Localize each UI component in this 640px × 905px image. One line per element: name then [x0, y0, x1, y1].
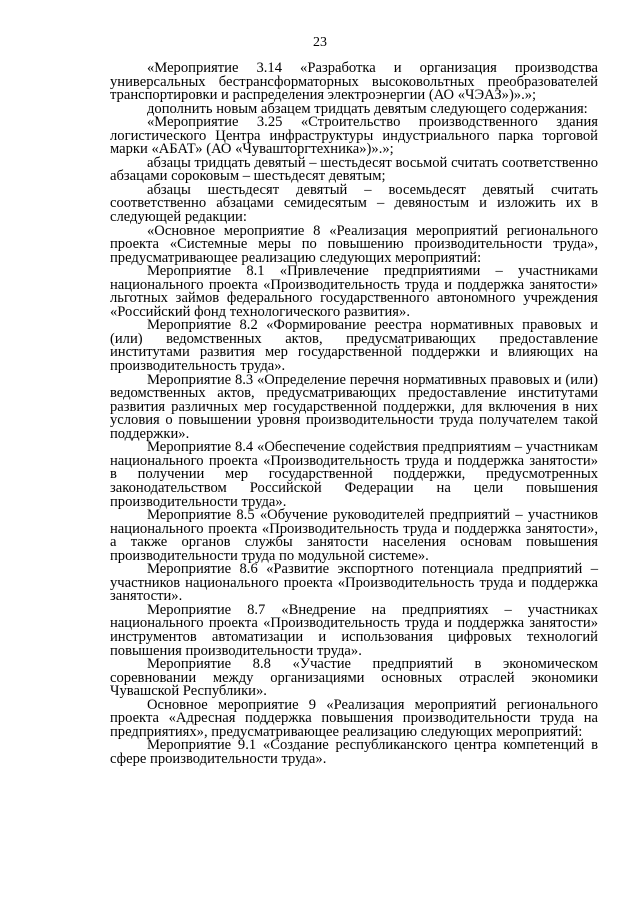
paragraph: Мероприятие 8.5 «Обучение руководителей предприятий – участников национального проекта «Производительность труда и поддержка занятости», а также органов службы занятости населения основам повышения производительности труда по модульной системе». — [110, 507, 598, 564]
paragraph: Мероприятие 8.3 «Определение перечня нормативных правовых и (или) ведомственных актов, предусматривающих предоставление институтами развития различных мер государственной поддержки, для включения в них условия о повышении уровня производительности труда получателем такой поддержки». — [110, 371, 598, 442]
paragraph: Мероприятие 8.2 «Формирование реестра нормативных правовых и (или) ведомственных актов, предусматривающих предоставление институтами развития мер государственной поддержки и влияющих на производительность труда». — [110, 317, 598, 375]
document-body — [110, 62, 598, 766]
paragraph: Мероприятие 9.1 «Создание республиканского центра компетенций в сфере производительности труда». — [110, 737, 598, 767]
paragraph: Мероприятие 8.6 «Развитие экспортного потенциала предприятий – участников национального проекта «Производительность труда и поддержка занятости». — [110, 561, 598, 605]
paragraph: Мероприятие 8.1 «Привлечение предприятиями – участниками национального проекта «Производительность труда и поддержка занятости» льготных займов федерального государственного автономного учреждения «Российский фонд технологического развития». — [110, 263, 598, 320]
paragraph: «Основное мероприятие 8 «Реализация мероприятий регионального проекта «Системные меры по повышению производительности труда», предусматривающее реализацию следующих мероприятий: — [110, 222, 598, 266]
paragraph: дополнить новым абзацем тридцать девятым следующего содержания: — [147, 100, 588, 117]
paragraph: абзацы тридцать девятый – шестьдесят восьмой считать соответственно абзацами сороковым – шестьдесят девятым; — [110, 154, 598, 185]
paragraph: «Мероприятие 3.25 «Строительство производственного здания логистического Центра инфраструктуры индустриального парка торговой марки «АБАТ» (АО «Чувашторгтехника»)».»; — [110, 114, 598, 158]
paragraph: «Мероприятие 3.14 «Разработка и организация производства универсальных бестрансформаторных высоковольтных преобразователей транспортировки и распределения электроэнергии (АО «ЧЭАЗ»)».»; — [110, 60, 598, 104]
paragraph: Мероприятие 8.4 «Обеспечение содействия предприятиям – участникам национального проекта «Производительность труда и поддержка занятости» в получении мер государственной поддержки, предусмотренных законодательством Российской Федерации на цели повышения производительности труда». — [110, 439, 598, 510]
paragraph: Мероприятие 8.7 «Внедрение на предприятиях – участниках национального проекта «Производительность труда и поддержка занятости» инструментов автоматизации и использования цифровых технологий повышения производительности труда». — [110, 601, 598, 659]
paragraph: абзацы шестьдесят девятый – восемьдесят девятый считать соответственно абзацами семидесятым – девяностым и изложить их в следующей редакции: — [110, 181, 598, 226]
page-number: 23 — [313, 35, 327, 50]
paragraph: Основное мероприятие 9 «Реализация мероприятий регионального проекта «Адресная поддержка повышения производительности труда на предприятиях», предусматривающее реализацию следующих мероприятий: — [110, 696, 598, 740]
paragraph: Мероприятие 8.8 «Участие предприятий в экономическом соревновании между организациями основных отраслей экономики Чувашской Республики». — [110, 656, 598, 700]
